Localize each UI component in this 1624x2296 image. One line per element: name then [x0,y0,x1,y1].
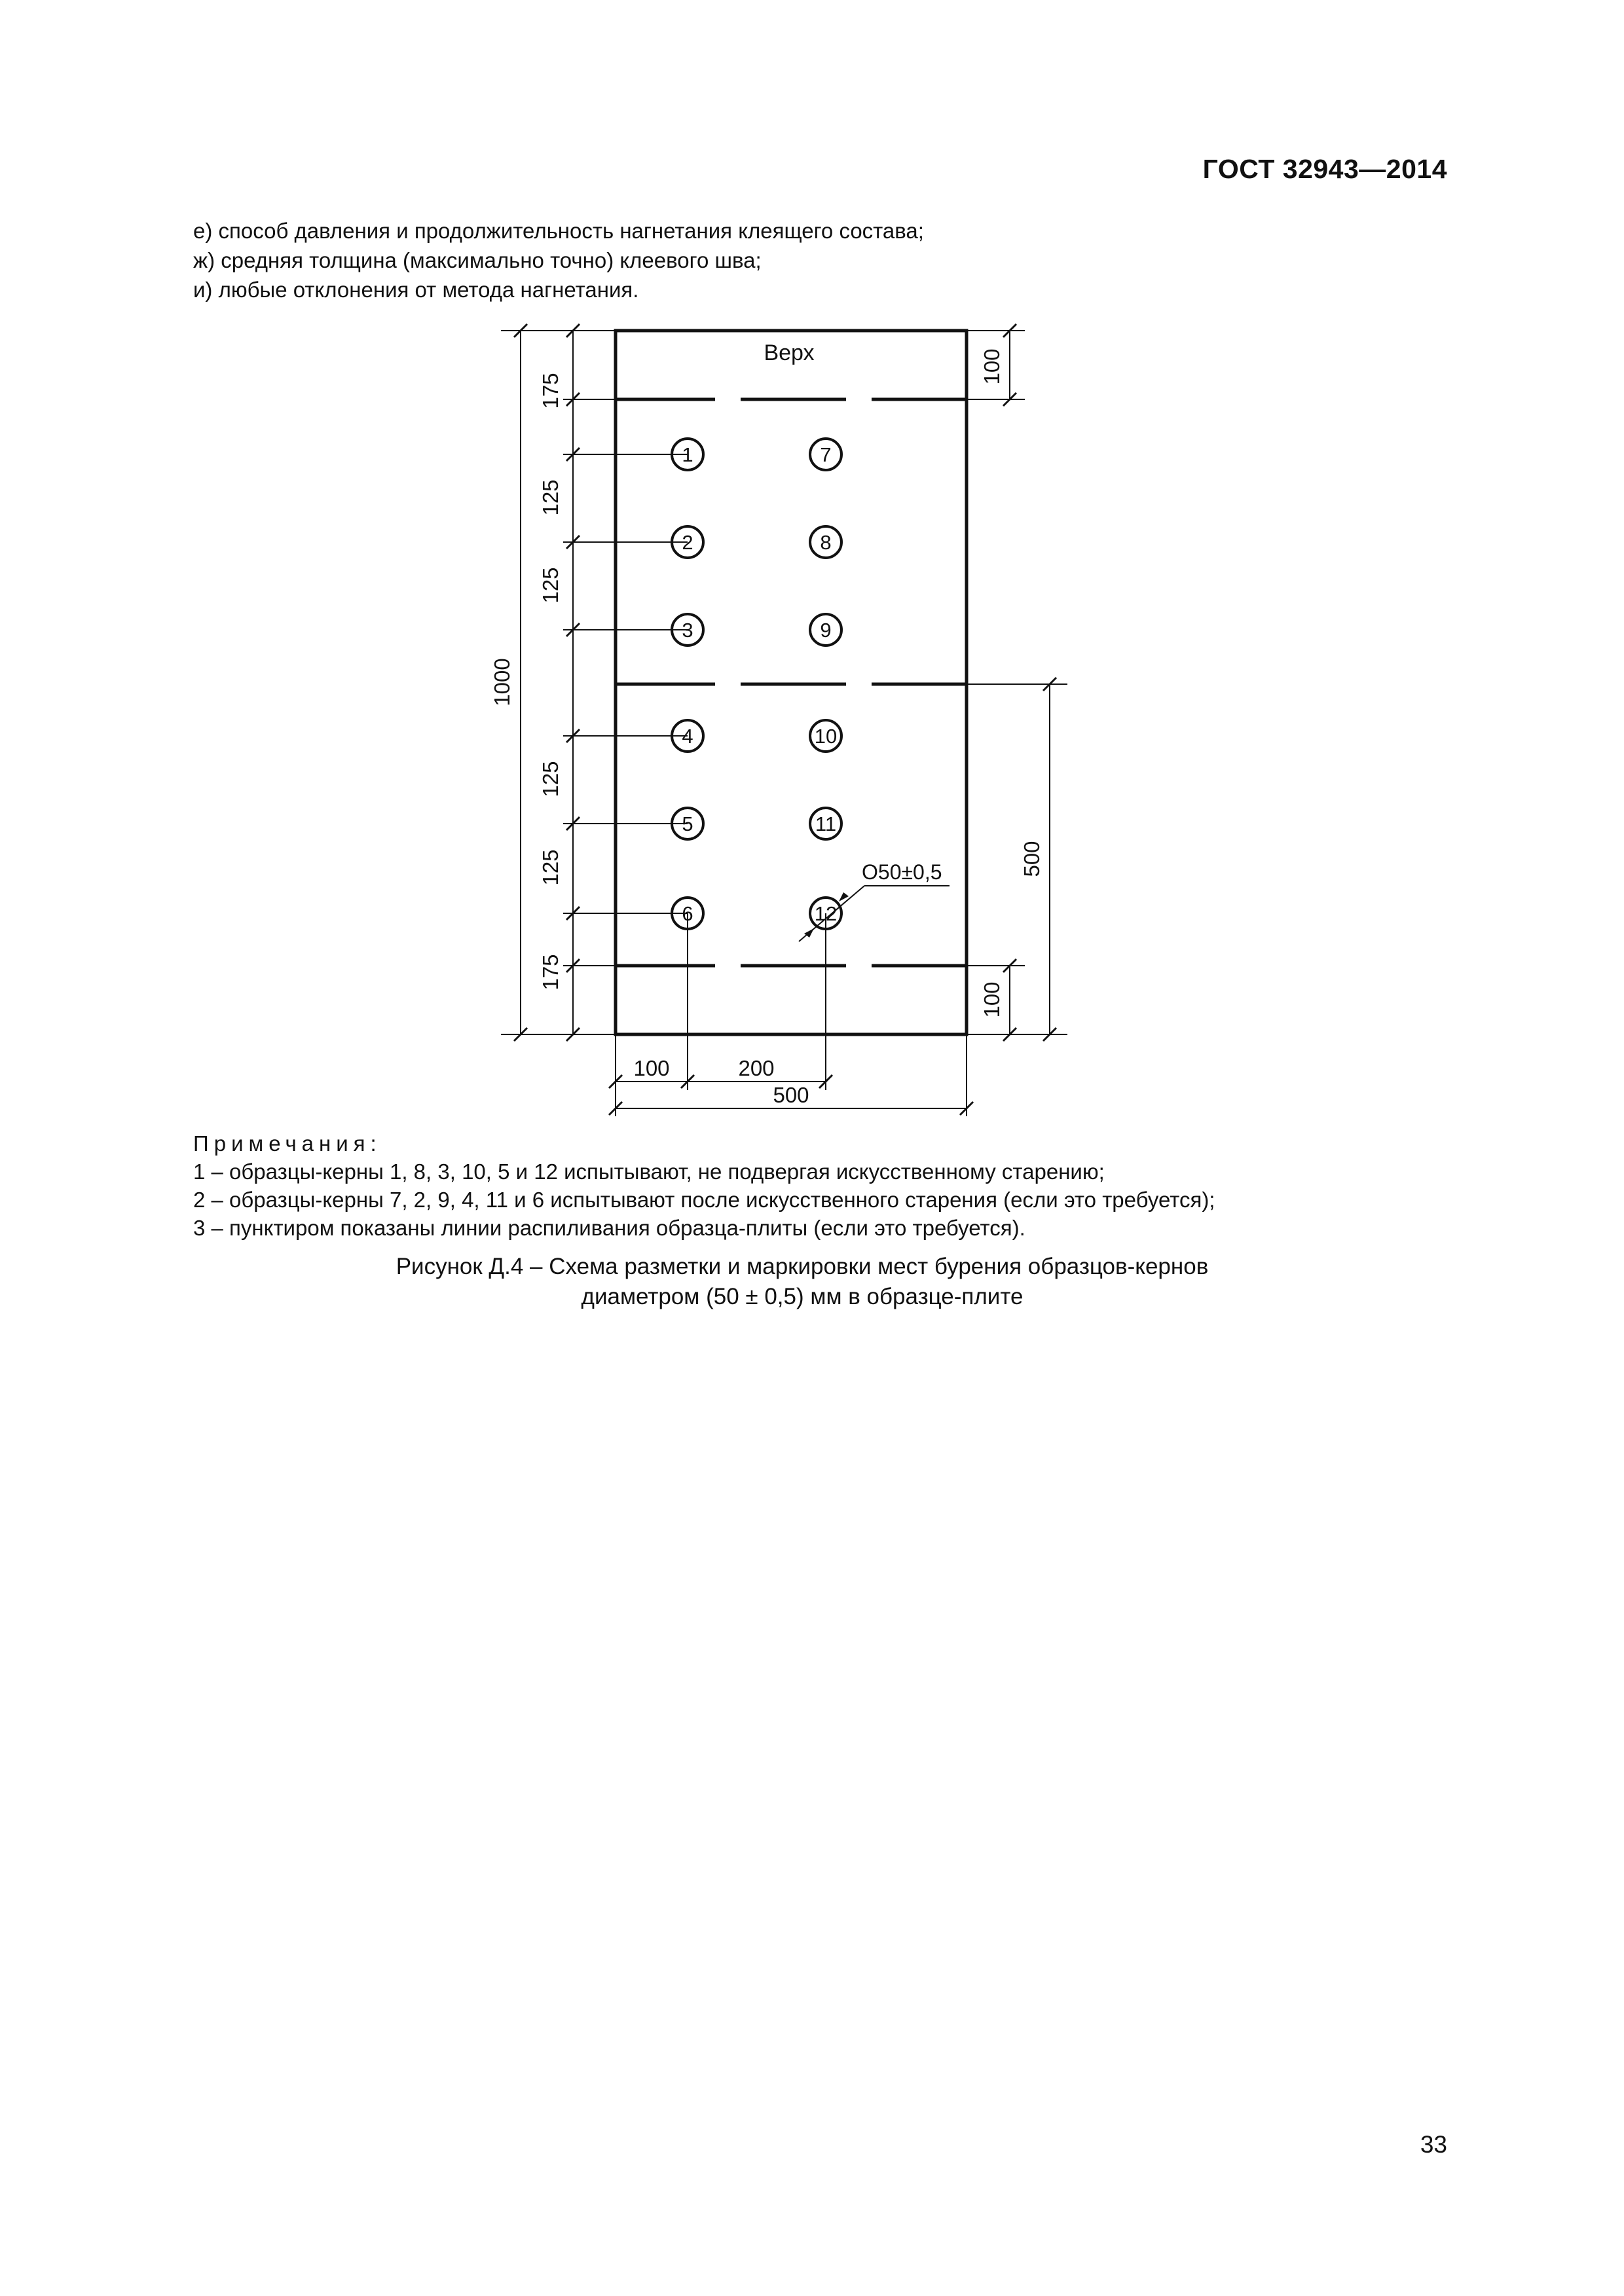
diameter-label: О50±0,5 [862,860,942,884]
list-item: и) любые отклонения от метода нагнетания. [193,278,639,302]
dim-label: 125 [538,849,563,886]
core-label: 7 [820,443,832,466]
note-item: 1 – образцы-керны 1, 8, 3, 10, 5 и 12 испытывают, не подвергая искусственному старению; [193,1159,1105,1184]
dim-label: 100 [980,981,1004,1018]
caption-line-2: диаметром (50 ± 0,5) мм в образце-плите [581,1284,1024,1309]
core-label: 5 [682,812,693,835]
dim-label: 175 [538,373,563,409]
note-item: 3 – пунктиром показаны линии распиливания образца-плиты (если это требуется). [193,1216,1025,1240]
list-item: ж) средняя толщина (максимально точно) клеевого шва; [193,248,762,272]
page-number: 33 [1420,2131,1447,2158]
dim-label: 200 [738,1056,775,1080]
top-label: Верх [764,340,815,365]
dimension-lines [521,331,1050,1108]
dimension-ticks [514,324,1056,1115]
core-label: 8 [820,531,832,554]
standard-header: ГОСТ 32943—2014 [1202,154,1447,184]
core-label: 3 [682,619,693,642]
core-label: 1 [682,443,693,466]
dim-label: 500 [773,1083,809,1107]
caption-line-1: Рисунок Д.4 – Схема разметки и маркировки мест бурения образцов-кернов [396,1254,1209,1279]
dim-label: 125 [538,479,563,516]
core-label: 10 [814,725,838,748]
core-label: 2 [682,531,693,554]
dim-label: 500 [1020,841,1044,877]
dim-label: 125 [538,761,563,797]
dim-label: 1000 [490,658,514,706]
dim-label: 100 [980,348,1004,385]
dim-label: 175 [538,954,563,991]
notes-title: Примечания: [193,1131,382,1156]
figure-caption [0,1252,1624,1312]
core-label: 6 [682,902,693,925]
core-label: 4 [682,725,693,748]
notes-section [193,1129,1215,1242]
note-item: 2 – образцы-керны 7, 2, 9, 4, 11 и 6 испытывают после искусственного старения (если это требуется); [193,1188,1215,1212]
dim-label: 125 [538,567,563,604]
core-label: 12 [814,902,838,925]
list-item: е) способ давления и продолжительность нагнетания клеящего состава; [193,219,924,243]
dim-label: 100 [633,1056,670,1080]
core-label: 9 [820,619,832,642]
core-label: 11 [815,812,837,835]
